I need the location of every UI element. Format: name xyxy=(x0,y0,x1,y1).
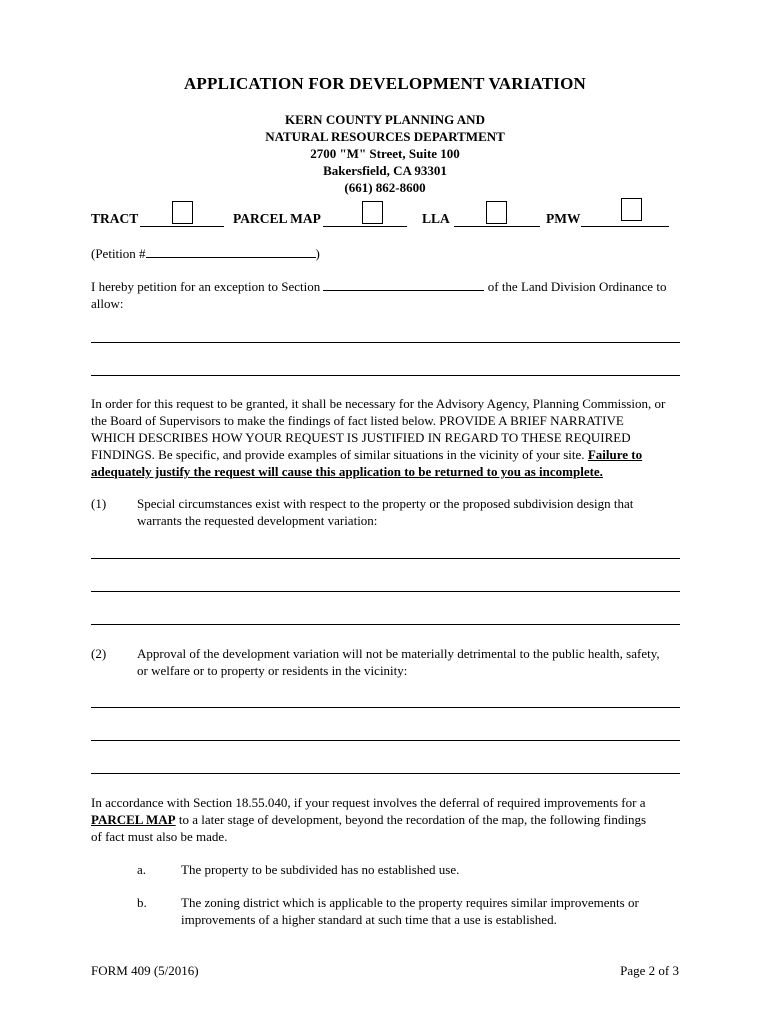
lla-option xyxy=(422,211,540,227)
lla-checkbox[interactable] xyxy=(486,201,507,224)
finding-1-answer-line-2[interactable] xyxy=(91,591,680,592)
tract-checkbox[interactable] xyxy=(172,201,193,224)
condition-a-letter: a. xyxy=(137,862,147,877)
map-type-row xyxy=(91,211,681,231)
tract-blank xyxy=(140,212,224,227)
parcel-map-label: PARCEL MAP xyxy=(233,211,321,226)
phone-line: (661) 862-8600 xyxy=(344,180,426,195)
deferral-line-2 xyxy=(91,811,681,828)
instructions-line-4-plain: FINDINGS. Be specific, and provide examples of similar situations in the vicinity of your site. xyxy=(91,447,585,462)
parcel-map-blank xyxy=(323,212,407,227)
address-line-2: Bakersfield, CA 93301 xyxy=(323,163,447,178)
allow-answer-line-1[interactable] xyxy=(91,342,680,343)
finding-2-answer-line-2[interactable] xyxy=(91,740,680,741)
petition-prefix: (Petition # xyxy=(91,246,146,261)
condition-a-text: The property to be subdivided has no established use. xyxy=(181,862,460,877)
finding-1-line-2: warrants the requested development variation: xyxy=(137,513,378,528)
petition-suffix: ) xyxy=(315,246,320,261)
dept-line-1: KERN COUNTY PLANNING AND xyxy=(285,112,485,127)
condition-b-line-2: improvements of a higher standard at such time that a use is established. xyxy=(181,912,557,927)
instructions-line-2: the Board of Supervisors to make the findings of fact listed below. PROVIDE A BRIEF NARRATIVE xyxy=(91,413,624,428)
finding-2-line-2: or welfare or to property or residents in the vicinity: xyxy=(137,663,408,678)
form-id: FORM 409 (5/2016) xyxy=(91,963,199,978)
section-number-field[interactable] xyxy=(323,290,484,291)
pmw-label: PMW xyxy=(546,211,581,226)
instructions-warning-end: adequately justify the request will cause this application to be returned to you as incomplete. xyxy=(91,464,603,479)
finding-2-answer-line-1[interactable] xyxy=(91,707,680,708)
dept-line-2: NATURAL RESOURCES DEPARTMENT xyxy=(265,129,505,144)
deferral-parcel-map: PARCEL MAP xyxy=(91,812,176,827)
lla-blank xyxy=(454,212,540,227)
finding-1-answer-line-3[interactable] xyxy=(91,624,680,625)
exception-text-before: I hereby petition for an exception to Section xyxy=(91,279,321,294)
finding-1-line-1: Special circumstances exist with respect to the property or the proposed subdivision design that xyxy=(137,496,634,511)
finding-1-answer-line-1[interactable] xyxy=(91,558,680,559)
form-title: APPLICATION FOR DEVELOPMENT VARIATION xyxy=(183,74,587,93)
deferral-line-3: of fact must also be made. xyxy=(91,829,228,844)
instructions-line-4 xyxy=(91,446,681,463)
parcel-map-checkbox[interactable] xyxy=(362,201,383,224)
parcel-map-option xyxy=(233,211,407,227)
deferral-line-2-rest: to a later stage of development, beyond the recordation of the map, the following findings xyxy=(178,812,647,827)
condition-b-letter: b. xyxy=(137,895,147,910)
exception-line-2: allow: xyxy=(91,296,124,311)
pmw-checkbox[interactable] xyxy=(621,198,642,221)
exception-line-1 xyxy=(91,278,681,295)
lla-label: LLA xyxy=(422,211,450,226)
condition-b-line-1: The zoning district which is applicable to the property requires similar improvements or xyxy=(181,895,639,910)
finding-2-number: (2) xyxy=(91,646,107,661)
petition-number-field[interactable] xyxy=(146,257,316,258)
petition-line xyxy=(91,245,320,262)
page-number: Page 2 of 3 xyxy=(620,963,679,978)
instructions-warning-start: Failure to xyxy=(587,447,643,462)
pmw-blank xyxy=(581,212,669,227)
finding-2-line-1: Approval of the development variation will not be materially detrimental to the public health, safety, xyxy=(137,646,660,661)
finding-2-answer-line-3[interactable] xyxy=(91,773,680,774)
exception-text-after: of the Land Division Ordinance to xyxy=(487,279,667,294)
address-line-1: 2700 "M" Street, Suite 100 xyxy=(310,146,460,161)
allow-answer-line-2[interactable] xyxy=(91,375,680,376)
deferral-line-1: In accordance with Section 18.55.040, if your request involves the deferral of required improvements for a xyxy=(91,795,646,810)
instructions-line-3: WHICH DESCRIBES HOW YOUR REQUEST IS JUSTIFIED IN REGARD TO THESE REQUIRED xyxy=(91,430,631,445)
tract-option xyxy=(91,211,224,227)
finding-1-number: (1) xyxy=(91,496,107,511)
instructions-line-1: In order for this request to be granted, it shall be necessary for the Advisory Agency, Planning Commission, or xyxy=(91,396,666,411)
pmw-option xyxy=(546,211,669,227)
tract-label: TRACT xyxy=(91,211,139,226)
